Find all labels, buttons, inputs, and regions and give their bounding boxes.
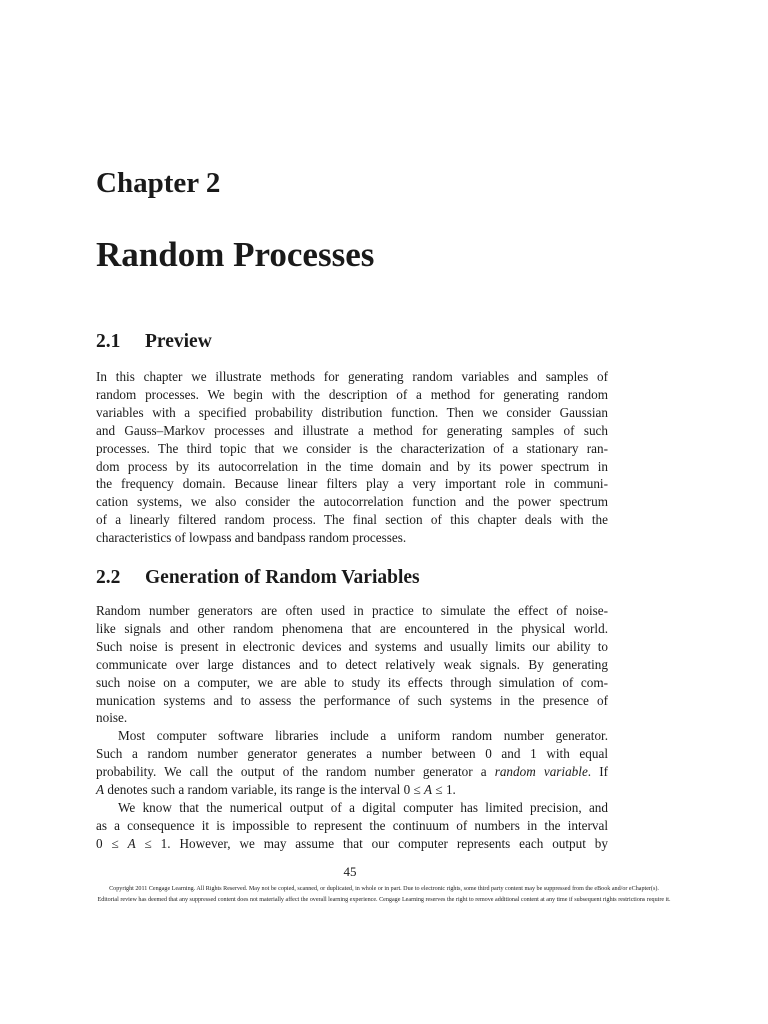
section-title: Preview bbox=[145, 331, 212, 352]
math-variable: A bbox=[127, 835, 136, 851]
text-run: probability. We call the output of the random number generator a bbox=[96, 764, 495, 780]
text-line: and Gauss–Markov processes and illustrate a method for generating samples of such bbox=[96, 422, 608, 438]
text-line bbox=[96, 835, 608, 853]
text-line: variables with a specified probability distribution function. Then we consider Gaussian bbox=[96, 404, 608, 420]
text-line: the frequency domain. Because linear filters play a very important role in communi- bbox=[96, 476, 608, 492]
copyright-line: Editorial review has deemed that any suppressed content does not materially affect the overall learning experience. Cengage Learning reserves the right to remove additional content at any time if subsequent rights restrictions require it. bbox=[97, 896, 671, 903]
text-run: 0 ≤ bbox=[96, 835, 128, 851]
text-run: ≤ 1. bbox=[432, 782, 456, 798]
page-number: 45 bbox=[343, 864, 357, 879]
chapter-title: Random Processes bbox=[96, 235, 375, 274]
text-line: Random number generators are often used in practice to simulate the effect of noise- bbox=[96, 603, 608, 618]
text-line: random processes. We begin with the description of a method for generating random bbox=[96, 386, 608, 402]
text-line: noise. bbox=[96, 710, 128, 726]
section-heading-generation bbox=[96, 566, 420, 589]
text-line: cation systems, we also consider the autocorrelation function and the power spectrum bbox=[96, 494, 608, 510]
section-title: Generation of Random Variables bbox=[145, 567, 420, 588]
text-line: Such a random number generator generates a number between 0 and 1 with equal bbox=[96, 746, 608, 762]
copyright-notice bbox=[0, 884, 768, 905]
section-number: 2.2 bbox=[96, 567, 121, 588]
text-run: denotes such a random variable, its range is the interval 0 ≤ bbox=[104, 782, 425, 798]
math-variable: A bbox=[96, 782, 105, 798]
section-heading-preview bbox=[96, 330, 212, 353]
emphasis-text: random variable bbox=[494, 764, 588, 780]
text-run: . If bbox=[587, 764, 608, 780]
text-line bbox=[96, 763, 608, 781]
text-line: processes. The third topic that we consider is the characterization of a stationary ran- bbox=[96, 440, 608, 456]
text-line: Most computer software libraries include a uniform random number generator. bbox=[118, 728, 608, 744]
copyright-line: Copyright 2011 Cengage Learning. All Rights Reserved. May not be copied, scanned, or duplicated, in whole or in part. Due to electronic rights, some third party content may be suppressed from the eBook and/or eChapter(s). bbox=[109, 886, 659, 892]
text-line: Such noise is present in electronic devices and systems and usually limits our ability to bbox=[96, 638, 608, 654]
text-run: ≤ 1. However, we may assume that our computer represents each output by bbox=[135, 835, 608, 851]
chapter-label: Chapter 2 bbox=[96, 167, 221, 199]
text-line: We know that the numerical output of a digital computer has limited precision, and bbox=[118, 799, 608, 815]
text-line: In this chapter we illustrate methods for generating random variables and samples of bbox=[96, 369, 608, 384]
text-line: like signals and other random phenomena that are encountered in the physical world. bbox=[96, 620, 608, 636]
generation-paragraphs bbox=[96, 602, 608, 853]
text-line: dom process by its autocorrelation in the time domain and by its power spectrum in bbox=[96, 458, 608, 474]
text-line: communicate over large distances and to detect relatively weak signals. By generating bbox=[96, 656, 608, 672]
text-line: munication systems and to assess the performance of such systems in the presence of bbox=[96, 692, 608, 708]
preview-paragraph bbox=[96, 368, 608, 547]
text-line: of a linearly filtered random process. The final section of this chapter deals with the bbox=[96, 512, 608, 528]
text-line: such noise on a computer, we are able to study its effects through simulation of com- bbox=[96, 674, 608, 690]
text-line: characteristics of lowpass and bandpass random processes. bbox=[96, 530, 407, 546]
text-line bbox=[96, 781, 608, 799]
math-variable: A bbox=[424, 782, 433, 798]
text-line: as a consequence it is impossible to represent the continuum of numbers in the interval bbox=[96, 817, 608, 833]
section-number: 2.1 bbox=[96, 331, 121, 352]
